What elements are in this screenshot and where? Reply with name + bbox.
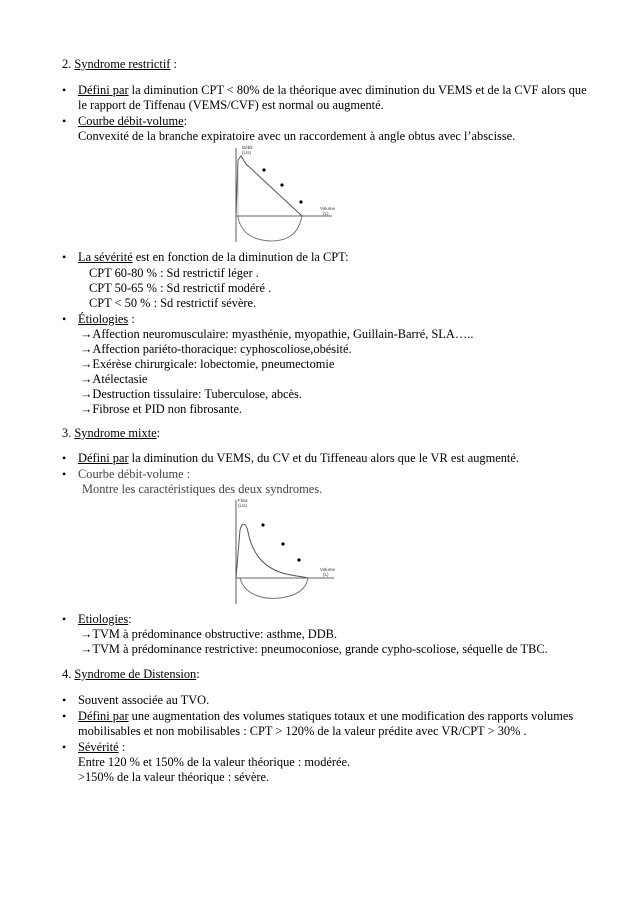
chart1-inspiratory-curve [238, 216, 302, 241]
chart2-ylabel-1: Flow [238, 498, 248, 503]
s4-definition-line-2: mobilisables et non mobilisables : CPT > 120% de la valeur prédite avec VR/CPT > 30% . [78, 724, 527, 738]
s4-severity-title: Sévérité : [78, 740, 126, 754]
chart1-ylabel-1: Débit [242, 145, 253, 150]
bullet: • [62, 83, 67, 97]
s2-etiology-item: →Fibrose et PID non fibrosante. [80, 402, 243, 416]
s3-curve-title: Courbe débit-volume : [78, 467, 191, 481]
chart1-point [280, 183, 283, 186]
bullet: • [62, 612, 67, 626]
chart2-point [261, 523, 264, 526]
chart1-xlabel-1: Volume [320, 206, 336, 211]
s2-etiologies-title: Étiologies : [78, 312, 135, 326]
s4-severity-moderate: Entre 120 % et 150% de la valeur théorique : modérée. [78, 755, 351, 769]
bullet: • [62, 693, 67, 707]
chart1-point [299, 200, 302, 203]
s3-curve-description: Montre les caractéristiques des deux syndromes. [82, 482, 323, 496]
bullet: • [62, 451, 67, 465]
s2-etiology-item: →Destruction tissulaire: Tuberculose, abcès. [80, 387, 302, 401]
s4-associated: Souvent associée au TVO. [78, 693, 210, 707]
chart2-expiratory-curve [236, 524, 308, 578]
s2-etiology-item: →Affection pariéto-thoracique: cyphoscoliose,obésité. [80, 342, 352, 356]
s2-etiology-item: →Exérèse chirurgicale: lobectomie, pneumectomie [80, 357, 335, 371]
s4-definition-line-1: Défini par une augmentation des volumes statiques totaux et une modification des rapports volumes [78, 709, 574, 723]
s3-etiology-item: →TVM à prédominance obstructive: asthme, DDB. [80, 627, 338, 641]
s4-severity-severe: >150% de la valeur théorique : sévère. [78, 770, 270, 784]
chart2-xlabel-2: (L) [323, 572, 329, 577]
s2-severity-moderate: CPT 50-65 % : Sd restrictif modéré . [89, 281, 272, 295]
s2-curve-title: Courbe débit-volume: [78, 114, 188, 128]
s2-etiology-item: →Affection neuromusculaire: myasthénie, myopathie, Guillain-Barré, SLA….. [80, 327, 474, 341]
chart1-ylabel-2: (L/s) [242, 150, 251, 155]
s3-definition: Défini par la diminution du VEMS, du CV et du Tiffeneau alors que le VR est augmenté. [78, 451, 519, 465]
s2-definition-line-2: le rapport de Tiffenau (VEMS/CVF) est normal ou augmenté. [78, 98, 384, 112]
section-2-heading: 2. Syndrome restrictif : [62, 57, 177, 71]
bullet: • [62, 312, 67, 326]
chart1-expiratory-curve [236, 156, 302, 216]
chart2-point [297, 558, 300, 561]
chart2-xlabel-1: Volume [320, 567, 336, 572]
mixed-flow-volume-chart [222, 494, 344, 606]
s2-definition-line-1: Défini par la diminution CPT < 80% de la théorique avec diminution du VEMS et de la CVF alors que [78, 83, 587, 97]
s2-severity-mild: CPT 60-80 % : Sd restrictif léger . [89, 266, 259, 280]
s2-severity-severe: CPT < 50 % : Sd restrictif sévère. [89, 296, 257, 310]
bullet: • [62, 709, 67, 723]
s3-etiology-item: →TVM à prédominance restrictive: pneumoconiose, grande cypho-scoliose, séquelle de TBC. [80, 642, 548, 656]
section-4-heading: 4. Syndrome de Distension: [62, 667, 200, 681]
s3-etiologies-title: Etiologies: [78, 612, 132, 626]
section-3-heading: 3. Syndrome mixte: [62, 426, 161, 440]
s2-curve-description: Convexité de la branche expiratoire avec un raccordement à angle obtus avec l’abscisse. [78, 129, 516, 143]
bullet: • [62, 250, 67, 264]
chart1-point [262, 168, 265, 171]
chart2-inspiratory-curve [240, 578, 308, 598]
bullet: • [62, 740, 67, 754]
chart2-point [281, 542, 284, 545]
bullet: • [62, 467, 67, 481]
chart1-xlabel-2: (L) [323, 211, 329, 216]
s2-severity-intro: La sévérité est en fonction de la diminution de la CPT: [78, 250, 349, 264]
chart2-ylabel-2: (L/s) [238, 503, 247, 508]
restrictive-flow-volume-chart [222, 140, 344, 246]
s2-etiology-item: →Atélectasie [80, 372, 148, 386]
bullet: • [62, 114, 67, 128]
